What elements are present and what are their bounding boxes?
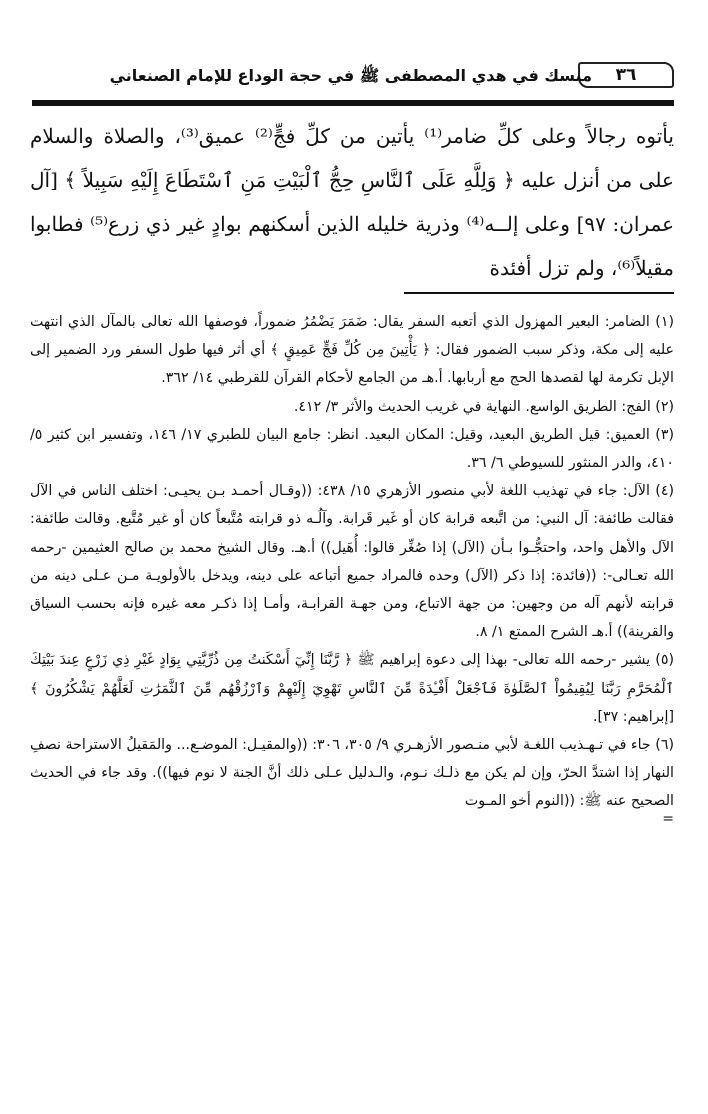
continuation-mark: = [662, 810, 674, 827]
footnote-6 [30, 731, 674, 816]
footnotes [30, 308, 674, 826]
footnote-number: (٢) [655, 398, 674, 415]
footnote-text: يشير -رحمه الله تعالى- بهذا إلى دعوة إبراهيم ﷺ ﴿ رَّبَّنَا إِنِّيٓ أَسْكَنتُ مِن ذُرِّيَّتِي بِوَادٍ غَيْرِ ذِي زَرْعٍ عِندَ بَيْتِكَ ٱلْمُحَرَّمِ رَبَّنَا لِيُقِيمُواْ ٱلصَّلَوٰةَ فَٱجْعَلْ أَفْـِٔدَةً مِّنَ ٱلنَّاسِ تَهْوِيٓ إِلَيْهِمْ وَٱرْزُقْهُم مِّنَ ٱلثَّمَرَٰتِ لَعَلَّهُمْ يَشْكُرُونَ ﴾ [إبراهيم: ٣٧]. [30, 652, 674, 725]
footnote-2 [30, 393, 674, 421]
footnote-number: (٣) [655, 426, 674, 443]
main-text [30, 114, 674, 290]
footnote-number: (٤) [655, 483, 675, 500]
footnote-number: (١) [655, 314, 674, 330]
footnote-text: الآل: جاء في تهذيب اللغة لأبي منصور الأزهري ١٥/ ٤٣٨: ((وقـال أحمـد بـن يحيـى: اختلف الناس في الآل فقالت طائفة: آل النبي: من اتَّبعه قرابة كان أو غَير قَرابة. وآلُـه ذو قرابته مُتَّبعاً كان أو غير مُتَّبع. وقالت طائفة: الآل والأهل واحد، واحتجُّـوا بـأن (الآل) إذا صُغِّر قالوا: أُهَيل)) أ.هـ. وقال الشيخ محمد بن صالح العثيمين -رحمه الله تعـالى-: ((فائدة: إذا ذكر (الآل) وحده فالمراد جميع أتباعه على دينه، ويدخل بالأولويـة مـن عـلى دينه من قرابته لأنهم آله من وجهين: من جهة الاتباع، ومن جهـة القرابـة، وأمـا إذا ذكـر معه غيره فإنه بحسب السياق والقرينة)) أ.هـ الشرح الممتع ١/ ٨. [30, 483, 674, 641]
footnote-text: جاء في تـهـذيب اللغـة لأبي منـصور الأزهـري ٩/ ٣٠٥، ٣٠٦: ((والمقيـل: الموضـع... والمَقيلُ الاستراحة نصفِ النهار إذا اشتدَّ الحرّ، وإن لم يكن مع ذلـك نـوم، والـدليل عـلى ذلك أنَّ الجنة لا نوم فيها)). وقد جاء في الحديث الصحيح عنه ﷺ: ((النوم أخو المـوت [30, 737, 674, 810]
footnote-5 [30, 646, 674, 731]
footnote-text: العميق: قيل الطريق البعيد، وقيل: المكان البعيد. انظر: جامع البيان للطبري ١٧/ ١٤٦، وتفسير ابن كثير ٥/ ٤١٠، والدر المنثور للسيوطي ٦/ ٣٦. [30, 426, 674, 472]
footnote-text: الفج: الطريق الواسع. النهاية في غريب الحديث والأثر ٣/ ٤١٢. [293, 398, 651, 415]
footnote-4 [30, 477, 674, 646]
footnote-separator [404, 292, 674, 294]
running-title: منسك في هدي المصطفى ﷺ في حجة الوداع للإمام الصنعاني [109, 66, 592, 85]
main-paragraph: يأتوه رجالاً وعلى كلِّ ضامر⁽¹⁾ يأتين من كلِّ فجٍّ⁽²⁾ عميق⁽³⁾، والصلاة والسلام على من أنزل عليه ﴿ وَلِلَّهِ عَلَى ٱلنَّاسِ حِجُّ ٱلْبَيْتِ مَنِ ٱسْتَطَاعَ إِلَيْهِ سَبِيلاً ﴾ [آل عمران: ٩٧] وعلى إلــه⁽⁴⁾ وذرية خليله الذين أسكنهم بوادٍ غير ذي زرع⁽⁵⁾ فطابوا مقيلاً⁽⁶⁾، ولم تزل أفئدة [30, 124, 675, 280]
footnote-number: (٦) [655, 737, 674, 754]
footnote-text: الضامر: البعير المهزول الذي أتعبه السفر يقال: ضَمَرَ يَضْمُرُ ضموراً، فوصفها الله تعالى بالمآل الذي انتهت عليه إلى مكة، وذكر سبب الضمور فقال: ﴿ يَأْتِينَ مِن كُلِّ فَجٍّ عَمِيقٍ ﴾ أي أثر فيها طول السفر ورد الضمير إلى الإبل تكرمة لها لقصدها الحج مع أربابها. أ.هـ من الجامع لأحكام القرآن للقرطبي ١٤/ ٣٦٢. [30, 314, 674, 387]
footnote-3 [30, 421, 674, 477]
footnote-number: (٥) [655, 652, 674, 669]
page-header [32, 60, 674, 94]
page-number: ٣٦ [578, 62, 674, 88]
footnote-1 [30, 308, 674, 393]
header-rule [32, 100, 674, 106]
